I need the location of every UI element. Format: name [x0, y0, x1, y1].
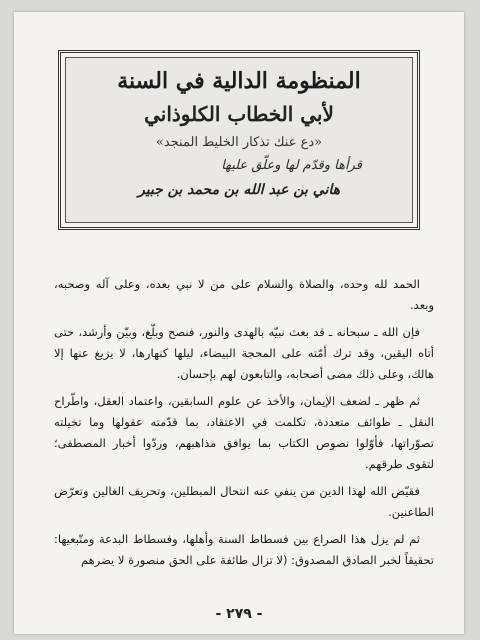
paragraph-3: ثم ظهر ـ لضعف الإيمان، والأخذ عن علوم السابقين، واعتماد العقل، واطّراح النقل ـ طوائف متعددة، تكلمت في الاعتقاد، بما قدّمته عقولها وما تخيلته تصوّراتها، فأوّلوا نصوص الكتاب بما يوافق مذاهبهم، وردّوا أخبار المصطفى؛ لتقوى طرقهم. — [54, 394, 434, 471]
paragraph-5: ثم لم يزل هذا الصراع بين فسطاط السنة وأهلها، وفسطاط البدعة ومتّبعيها: تحقيقاً لخبر الصادق المصدوق: (لا تزال طائفة على الحق منصورة لا يضرهم — [54, 532, 434, 567]
paragraph-4: فقيّض الله لهذا الدين من ينفي عنه انتحال المبطلين، وتحريف الغالين وتعرّض الطاعنين. — [54, 484, 434, 519]
book-title: المنظومة الدالية في السنة — [117, 68, 361, 94]
paragraph-1: الحمد لله وحده، والصلاة والسلام على من لا نبي بعده، وعلى آله وصحبه، وبعد. — [54, 277, 434, 312]
poem-subtitle: «دع عنك تذكار الخليط المنجد» — [155, 135, 323, 150]
editor-note: قرأها وقدّم لها وعلّق عليها — [221, 158, 362, 173]
paragraph-2: فإن الله ـ سبحانه ـ قد بعث نبيّه بالهدى والنور، فنصح وبلّغ، وبيّن وأرشد، حتى أتاه اليقين، وقد ترك أمّته على المحجة البيضاء، ليلها كنهارها، لا يزيغ عنها إلا هالك، وعلى ذلك مضى أصحابه، والتابعون لهم بإحسان. — [54, 325, 434, 381]
author-name: لأبي الخطاب الكلوذاني — [144, 102, 334, 126]
document-page — [14, 12, 464, 634]
title-frame — [58, 50, 420, 230]
title-panel — [65, 57, 413, 223]
editor-signature: هاني بن عبد الله بن محمد بن جبير — [137, 182, 341, 198]
body-text — [54, 274, 434, 577]
page-number: - ٢٧٩ - — [215, 606, 263, 622]
